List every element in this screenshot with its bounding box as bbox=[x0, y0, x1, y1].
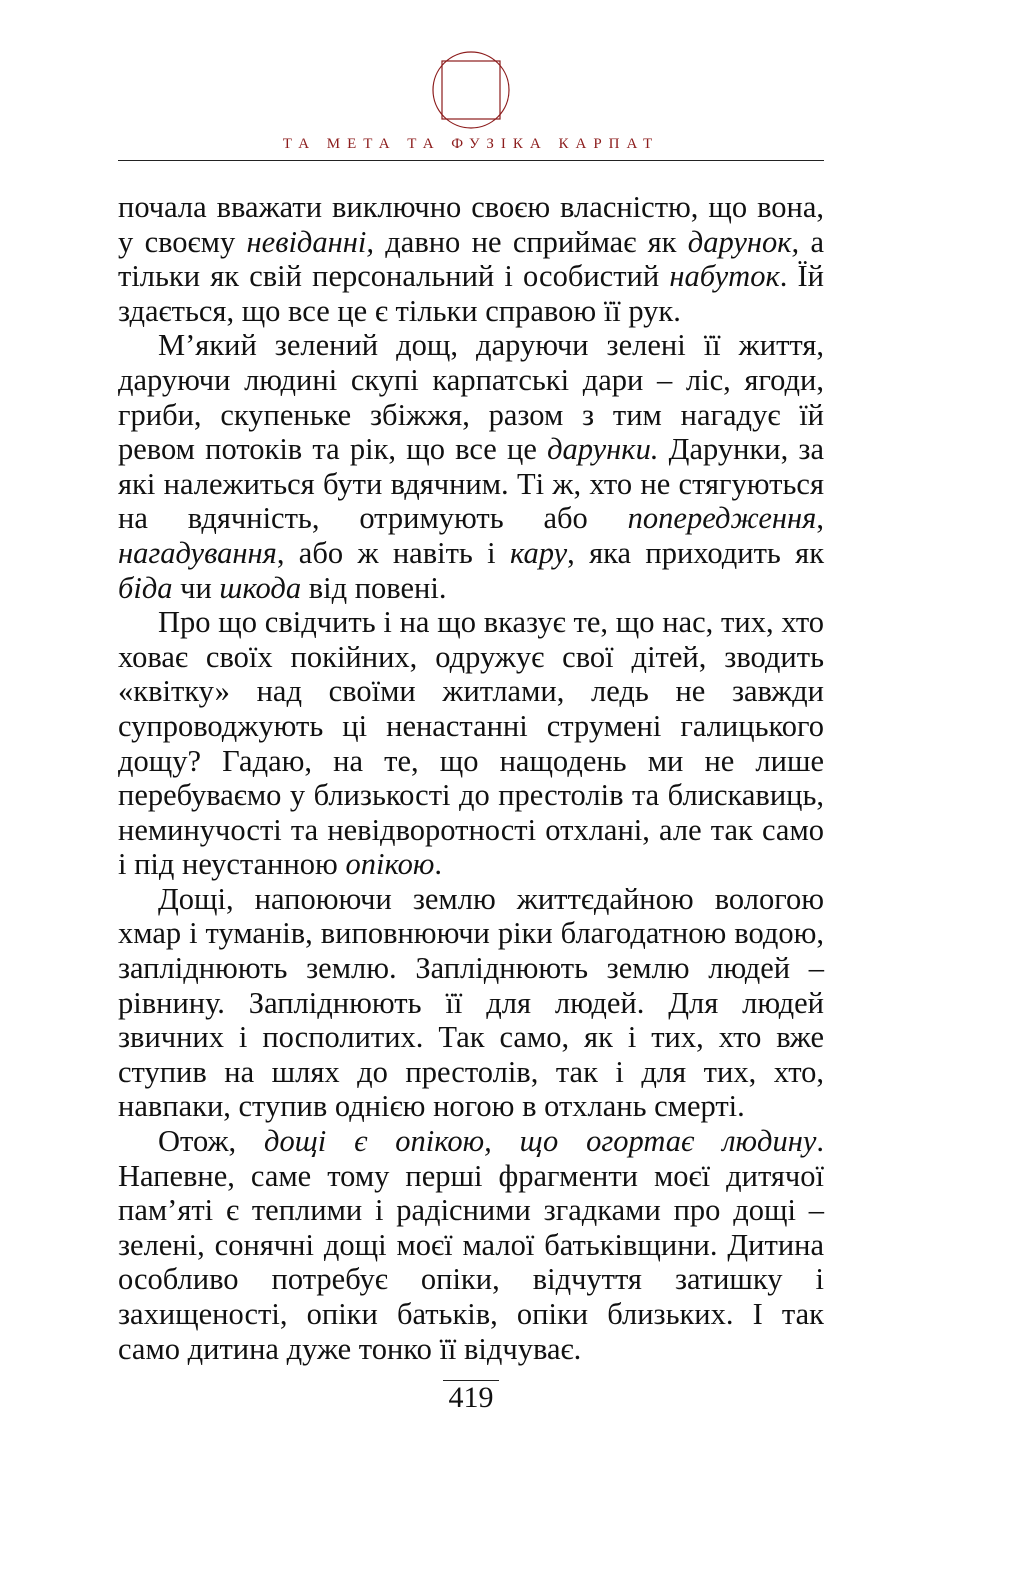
text-run: давно не сприймає як bbox=[373, 224, 688, 259]
italic-text: біда bbox=[118, 570, 173, 605]
text-run: , яка приходить як bbox=[567, 535, 825, 570]
italic-text: набуток bbox=[669, 259, 780, 294]
italic-text: шкода bbox=[219, 570, 302, 605]
text-run: чи bbox=[172, 570, 220, 605]
header-divider bbox=[118, 160, 824, 161]
text-run: Про що свідчить і на що вказує те, що нас, тих, хто ховає своїх покійних, одружує свої дітей, зводить «квітку» над своїми житлами, ледь не завжди супроводжують ці ненастанні струмені галицького дощу? Гадаю, на те, що нащодень ми не лише перебуваємо у близькості до престолів та блискавиць, неминучості та невідворотності отхлані, але так само і під неустанною bbox=[118, 605, 824, 882]
paragraph bbox=[118, 328, 824, 605]
italic-text: попередження bbox=[627, 501, 817, 536]
text-run: . Напевне, саме тому перші фрагменти моєї дитячої пам’яті є теплими і радісними згадками про дощі – зелені, сонячні дощі моєї малої батьківщини. Дитина особливо потребує опіки, відчуття затишку і захищеності, опіки батьків, опіки близьких. І так само дитина дуже тонко її відчуває. bbox=[118, 1124, 824, 1366]
italic-text: кару bbox=[510, 535, 568, 570]
text-run: Дарунки, за які належиться бути вдячним. Ті ж, хто не стягуються на вдячність, отримують або bbox=[118, 432, 824, 536]
circle-square-emblem-icon bbox=[431, 50, 511, 130]
text-run: . Їй здається, що все це є тільки справою її рук. bbox=[118, 259, 824, 328]
italic-text: опікою bbox=[345, 847, 435, 882]
text-run: , або ж навіть і bbox=[276, 535, 510, 570]
text-run: Отож, bbox=[158, 1124, 265, 1159]
text-run: М’який зелений дощ, даруючи зелені її життя, даруючи людині скупі карпатські дари – ліс, ягоди, гриби, скупеньке збіжжя, разом з тим нагадує їй ревом потоків та рік, що все це bbox=[118, 328, 824, 467]
italic-text: дощі є опікою, що огортає людину bbox=[264, 1124, 817, 1159]
page-number: 419 bbox=[443, 1380, 499, 1415]
italic-text: дарунки. bbox=[547, 432, 659, 467]
text-run: почала вважати виключно своєю власністю, що вона, у своєму bbox=[118, 190, 824, 259]
paragraph bbox=[118, 882, 824, 1124]
text-run: а тільки як свій персональний і особистий bbox=[118, 224, 825, 294]
running-title: ТА МЕТА ТА ФУЗІКА КАРПАТ bbox=[282, 136, 660, 152]
body-text bbox=[118, 190, 824, 1366]
paragraph bbox=[118, 605, 824, 882]
text-run: . bbox=[434, 847, 442, 882]
paragraph bbox=[118, 190, 824, 328]
italic-text: дарунок, bbox=[687, 224, 800, 259]
italic-text: невіданні, bbox=[246, 224, 374, 259]
text-run: , bbox=[816, 501, 824, 536]
text-run: від повені. bbox=[301, 570, 447, 605]
text-run: Дощі, напоюючи землю життєдайною вологою хмар і туманів, виповнюючи ріки благодатною водою, запліднюють землю. Запліднюють землю людей – рівнину. Запліднюють її для людей. Для людей звичних і посполитих. Так само, як і тих, хто вже ступив на шлях до престолів, так і для тих, хто, навпаки, ступив однією ногою в отхлань смерті. bbox=[118, 881, 824, 1124]
italic-text: нагадування bbox=[118, 535, 277, 570]
paragraph bbox=[118, 1124, 824, 1366]
